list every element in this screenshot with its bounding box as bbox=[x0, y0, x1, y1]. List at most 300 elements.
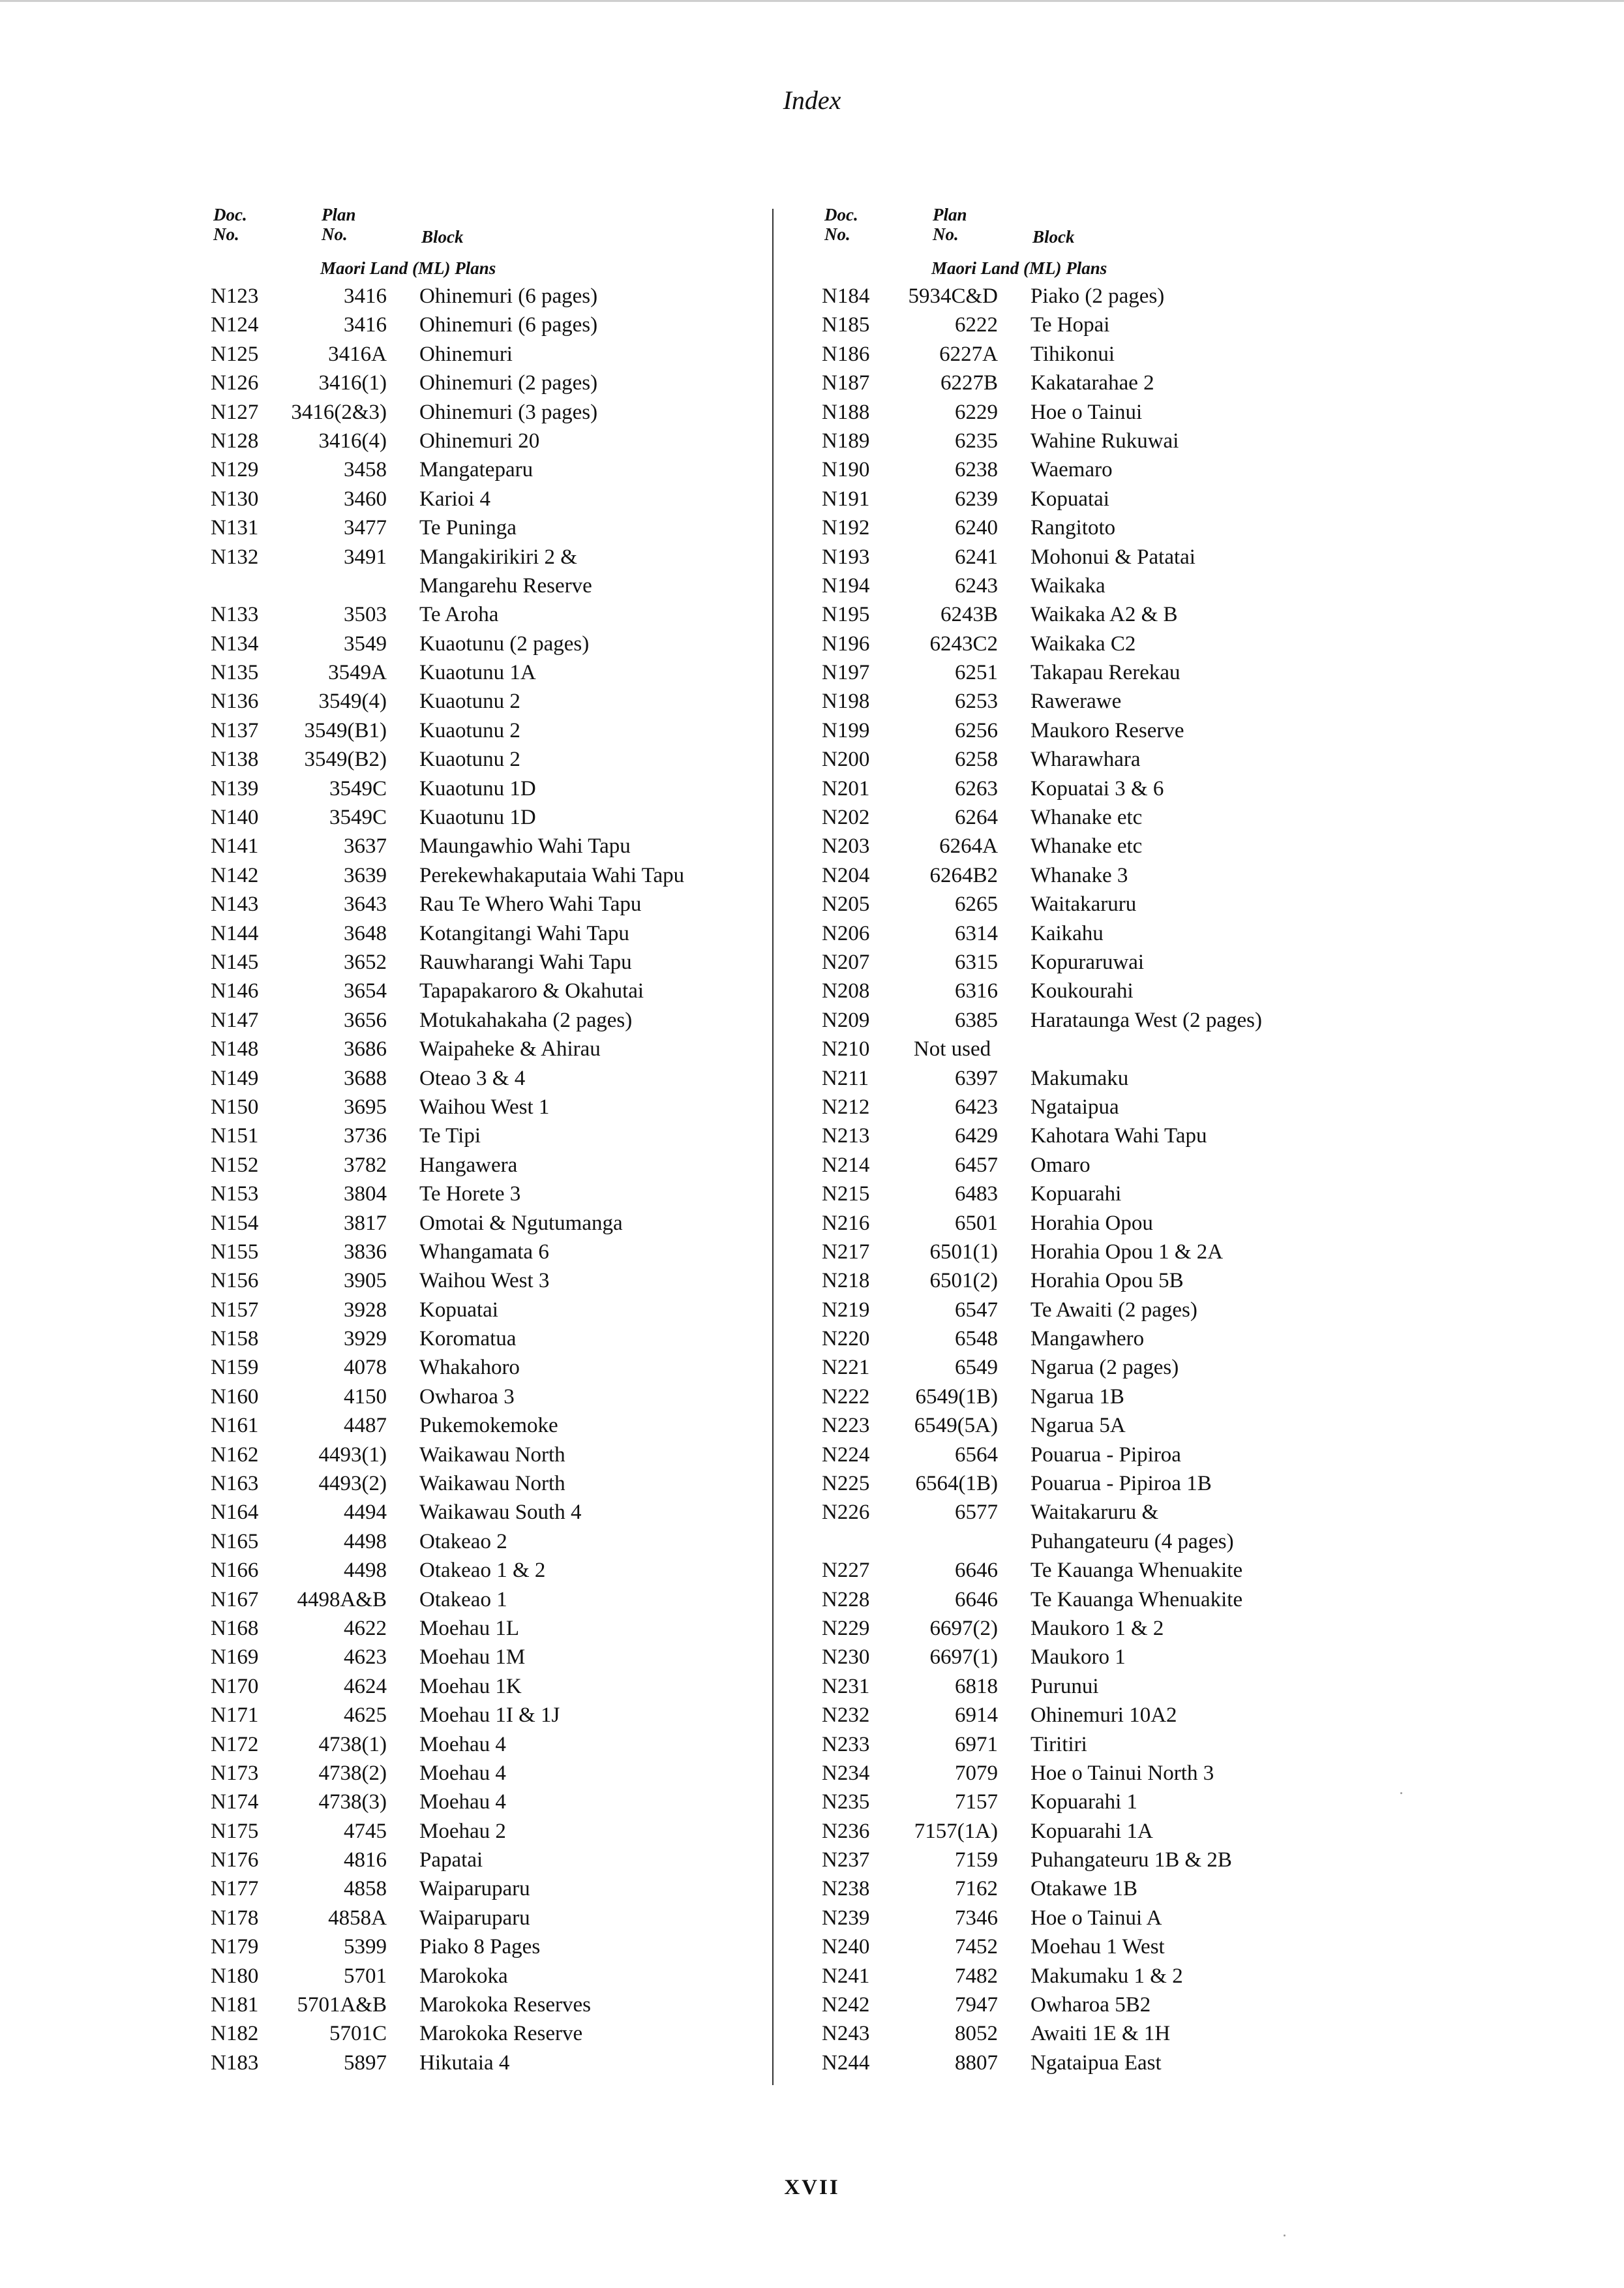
header-block-label: Block bbox=[1032, 227, 1075, 247]
doc-number: N230 bbox=[822, 1645, 870, 1670]
block-name: Moehau 2 bbox=[419, 1819, 506, 1843]
block-name: Whangamata 6 bbox=[419, 1240, 549, 1264]
block-name: Harataunga West (2 pages) bbox=[1030, 1008, 1263, 1032]
doc-number: N150 bbox=[211, 1095, 259, 1119]
plan-number: 5934C&D bbox=[908, 284, 998, 308]
doc-number: N163 bbox=[211, 1472, 259, 1496]
index-row bbox=[211, 832, 752, 861]
block-name: Kuaotunu 2 bbox=[419, 690, 520, 714]
doc-number: N159 bbox=[211, 1356, 259, 1380]
plan-number: 6227B bbox=[940, 371, 998, 395]
index-row bbox=[822, 543, 1363, 572]
plan-number: 6564(1B) bbox=[915, 1472, 998, 1496]
index-row bbox=[211, 1035, 752, 1063]
doc-number: N217 bbox=[822, 1240, 870, 1264]
doc-number: N144 bbox=[211, 921, 259, 945]
block-name: Moehau 1K bbox=[419, 1674, 522, 1698]
plan-number: 3416 bbox=[344, 284, 387, 308]
doc-number: N227 bbox=[822, 1559, 870, 1583]
page-number: XVII bbox=[784, 2176, 840, 2199]
index-row bbox=[211, 1266, 752, 1295]
index-row bbox=[211, 1817, 752, 1846]
plan-number: 6548 bbox=[955, 1327, 998, 1351]
index-row bbox=[211, 1846, 752, 1874]
plan-number: 3491 bbox=[344, 545, 387, 569]
block-name: Hoe o Tainui bbox=[1030, 400, 1143, 424]
doc-number: N181 bbox=[211, 1993, 259, 2017]
index-row bbox=[822, 948, 1363, 977]
left-column bbox=[211, 205, 752, 2077]
doc-number: N124 bbox=[211, 313, 259, 337]
plan-number: 6549(5A) bbox=[914, 1414, 998, 1438]
block-name: Omotai & Ngutumanga bbox=[419, 1211, 623, 1235]
header-plan-label: Plan bbox=[322, 205, 356, 224]
index-row bbox=[211, 1874, 752, 1903]
plan-number: 3736 bbox=[344, 1124, 387, 1148]
block-name: Rauwharangi Wahi Tapu bbox=[419, 950, 632, 974]
doc-number: N234 bbox=[822, 1761, 870, 1785]
index-row bbox=[211, 1324, 752, 1353]
index-row bbox=[822, 716, 1363, 745]
plan-number: 4624 bbox=[344, 1674, 387, 1698]
index-row bbox=[822, 1932, 1363, 1961]
doc-number: N182 bbox=[211, 2022, 259, 2046]
plan-number: 3637 bbox=[344, 834, 387, 859]
doc-number: N196 bbox=[822, 632, 870, 656]
doc-number: N237 bbox=[822, 1848, 870, 1872]
plan-number: 3416(1) bbox=[318, 371, 387, 395]
block-name: Kotangitangi Wahi Tapu bbox=[419, 921, 629, 945]
index-row bbox=[822, 1121, 1363, 1150]
plan-number: 7157 bbox=[955, 1790, 998, 1814]
block-name: Mangateparu bbox=[419, 458, 534, 482]
doc-number: N240 bbox=[822, 1935, 870, 1959]
doc-number: N226 bbox=[822, 1501, 870, 1525]
plan-number: 3652 bbox=[344, 950, 387, 974]
doc-number: N199 bbox=[822, 718, 870, 742]
index-row bbox=[822, 572, 1363, 600]
index-row bbox=[822, 1382, 1363, 1411]
doc-number: N184 bbox=[822, 284, 870, 308]
block-name: Marokoka Reserve bbox=[419, 2022, 583, 2046]
index-row bbox=[211, 716, 752, 745]
index-row bbox=[822, 600, 1363, 629]
index-row bbox=[822, 630, 1363, 658]
doc-number: N195 bbox=[822, 603, 870, 627]
index-row bbox=[211, 369, 752, 397]
block-name: Ngataipua bbox=[1030, 1095, 1119, 1119]
column-divider bbox=[772, 209, 774, 2085]
plan-number: 6697(1) bbox=[929, 1645, 998, 1670]
plan-number: 6501 bbox=[955, 1211, 998, 1235]
block-name: Omaro bbox=[1030, 1153, 1090, 1177]
plan-number: 6264A bbox=[939, 834, 998, 859]
plan-number: 6385 bbox=[955, 1008, 998, 1032]
block-name: Hikutaia 4 bbox=[419, 2051, 510, 2075]
block-name: Mangakirikiri 2 & bbox=[419, 545, 577, 569]
block-name: Kopuatai bbox=[419, 1298, 498, 1322]
block-name: Kakatarahae 2 bbox=[1030, 371, 1154, 395]
plan-number: 6483 bbox=[955, 1182, 998, 1206]
block-name: Koromatua bbox=[419, 1327, 517, 1351]
index-row bbox=[211, 1353, 752, 1382]
index-row bbox=[822, 1180, 1363, 1208]
header-plan-no-label: No. bbox=[322, 224, 348, 244]
doc-number: N175 bbox=[211, 1819, 259, 1843]
block-name: Waipaheke & Ahirau bbox=[419, 1037, 601, 1061]
plan-number: 3549(4) bbox=[318, 690, 387, 714]
block-name: Te Horete 3 bbox=[419, 1182, 521, 1206]
block-name: Otakeao 1 & 2 bbox=[419, 1559, 546, 1583]
doc-number: N130 bbox=[211, 487, 259, 511]
plan-number: 7159 bbox=[955, 1848, 998, 1872]
doc-number: N160 bbox=[211, 1384, 259, 1409]
doc-number: N154 bbox=[211, 1211, 259, 1235]
doc-number: N204 bbox=[822, 863, 870, 887]
block-name: Moehau 1I & 1J bbox=[419, 1703, 560, 1728]
block-name: Piako (2 pages) bbox=[1030, 284, 1165, 308]
plan-number: 7947 bbox=[955, 1993, 998, 2017]
doc-number: N192 bbox=[822, 516, 870, 540]
index-row bbox=[822, 1846, 1363, 1874]
index-row bbox=[211, 1614, 752, 1643]
block-name: Moehau 4 bbox=[419, 1790, 506, 1814]
index-row bbox=[822, 803, 1363, 832]
index-row bbox=[211, 630, 752, 658]
block-name: Kopuatai 3 & 6 bbox=[1030, 776, 1164, 801]
doc-number: N198 bbox=[822, 690, 870, 714]
doc-number: N215 bbox=[822, 1182, 870, 1206]
doc-number: N218 bbox=[822, 1269, 870, 1293]
doc-number: N177 bbox=[211, 1877, 259, 1901]
block-name: Whanake etc bbox=[1030, 834, 1143, 859]
index-row bbox=[822, 919, 1363, 948]
block-name: Piako 8 Pages bbox=[419, 1935, 541, 1959]
index-row bbox=[822, 1788, 1363, 1816]
index-row bbox=[211, 658, 752, 687]
header-doc-label: Doc. bbox=[824, 205, 858, 224]
doc-number: N231 bbox=[822, 1674, 870, 1698]
block-name: Waikawau South 4 bbox=[419, 1501, 582, 1525]
doc-number: N238 bbox=[822, 1877, 870, 1901]
block-name: Whanake etc bbox=[1030, 806, 1143, 830]
doc-number: N187 bbox=[822, 371, 870, 395]
plan-number: 6423 bbox=[955, 1095, 998, 1119]
block-name: Marokoka bbox=[419, 1964, 508, 1988]
index-row bbox=[211, 2049, 752, 2077]
plan-number: 4858 bbox=[344, 1877, 387, 1901]
index-row bbox=[211, 1180, 752, 1208]
plan-number: 4738(2) bbox=[318, 1761, 387, 1785]
block-name: Mangawhero bbox=[1030, 1327, 1145, 1351]
block-name: Maukoro Reserve bbox=[1030, 718, 1184, 742]
index-row bbox=[822, 282, 1363, 311]
block-name: Makumaku 1 & 2 bbox=[1030, 1964, 1183, 1988]
index-row bbox=[822, 1874, 1363, 1903]
index-row bbox=[211, 948, 752, 977]
index-row bbox=[211, 2019, 752, 2048]
index-row bbox=[211, 1932, 752, 1961]
block-name: Kaikahu bbox=[1030, 921, 1104, 945]
block-name: Hoe o Tainui North 3 bbox=[1030, 1761, 1214, 1785]
doc-number: N174 bbox=[211, 1790, 259, 1814]
index-row bbox=[822, 774, 1363, 803]
block-name: Moehau 1 West bbox=[1030, 1935, 1165, 1959]
doc-number: N223 bbox=[822, 1414, 870, 1438]
plan-number: 4487 bbox=[344, 1414, 387, 1438]
index-row bbox=[822, 1353, 1363, 1382]
block-name: Kuaotunu (2 pages) bbox=[419, 632, 590, 656]
block-name: Waikawau North bbox=[419, 1472, 565, 1496]
index-row bbox=[822, 1093, 1363, 1121]
plan-number: 6264B2 bbox=[929, 863, 998, 887]
plan-number: 4623 bbox=[344, 1645, 387, 1670]
doc-number: N140 bbox=[211, 806, 259, 830]
plan-number: 4494 bbox=[344, 1501, 387, 1525]
doc-number: N193 bbox=[822, 545, 870, 569]
index-row bbox=[822, 1730, 1363, 1759]
doc-number: N178 bbox=[211, 1906, 259, 1930]
block-name: Rangitoto bbox=[1030, 516, 1116, 540]
index-row bbox=[822, 658, 1363, 687]
index-row bbox=[822, 1817, 1363, 1846]
index-row bbox=[211, 427, 752, 455]
doc-number: N126 bbox=[211, 371, 259, 395]
doc-number: N202 bbox=[822, 806, 870, 830]
doc-number: N145 bbox=[211, 950, 259, 974]
index-rows bbox=[211, 282, 752, 2077]
block-name: Purunui bbox=[1030, 1674, 1099, 1698]
block-name: Whakahoro bbox=[419, 1356, 520, 1380]
doc-number: N131 bbox=[211, 516, 259, 540]
doc-number: N194 bbox=[822, 573, 870, 598]
plan-number: 6914 bbox=[955, 1703, 998, 1728]
block-name: Kopuarahi bbox=[1030, 1182, 1122, 1206]
block-name: Rawerawe bbox=[1030, 690, 1122, 714]
plan-number: 6240 bbox=[955, 516, 998, 540]
plan-number: 6235 bbox=[955, 429, 998, 453]
block-name: Hangawera bbox=[419, 1153, 518, 1177]
block-name: Kuaotunu 2 bbox=[419, 718, 520, 742]
plan-number: 6549(1B) bbox=[915, 1384, 998, 1409]
doc-number: N158 bbox=[211, 1327, 259, 1351]
index-row bbox=[211, 803, 752, 832]
index-row bbox=[211, 485, 752, 513]
plan-number: 3639 bbox=[344, 863, 387, 887]
plan-number: 6646 bbox=[955, 1587, 998, 1611]
doc-number: N244 bbox=[822, 2051, 870, 2075]
plan-number: 6238 bbox=[955, 458, 998, 482]
index-row bbox=[211, 1093, 752, 1121]
plan-number: 6263 bbox=[955, 776, 998, 801]
index-row bbox=[211, 1730, 752, 1759]
scan-speck bbox=[1284, 2235, 1286, 2236]
doc-number: N153 bbox=[211, 1182, 259, 1206]
column-header bbox=[822, 205, 1363, 254]
plan-number: 6397 bbox=[955, 1066, 998, 1090]
doc-number: N137 bbox=[211, 718, 259, 742]
plan-number: 5701C bbox=[329, 2022, 387, 2046]
doc-number: N123 bbox=[211, 284, 259, 308]
plan-number: 6243 bbox=[955, 573, 998, 598]
block-name: Rau Te Whero Wahi Tapu bbox=[419, 892, 642, 917]
block-name: Waikaka C2 bbox=[1030, 632, 1136, 656]
plan-number: 4858A bbox=[328, 1906, 387, 1930]
plan-number: 3416 bbox=[344, 313, 387, 337]
header-block-label: Block bbox=[421, 227, 464, 247]
doc-number: N205 bbox=[822, 892, 870, 917]
index-row bbox=[822, 1614, 1363, 1643]
doc-number: N236 bbox=[822, 1819, 870, 1843]
doc-number: N219 bbox=[822, 1298, 870, 1322]
plan-number: 3549(B2) bbox=[304, 748, 387, 772]
plan-number: 4816 bbox=[344, 1848, 387, 1872]
plan-number: 3804 bbox=[344, 1182, 387, 1206]
doc-number: N171 bbox=[211, 1703, 259, 1728]
plan-number: 3477 bbox=[344, 516, 387, 540]
plan-number: 3695 bbox=[344, 1095, 387, 1119]
block-name: Makumaku bbox=[1030, 1066, 1129, 1090]
plan-number: 3643 bbox=[344, 892, 387, 917]
plan-number: 6501(1) bbox=[929, 1240, 998, 1264]
column-header bbox=[211, 205, 752, 254]
doc-number: N142 bbox=[211, 863, 259, 887]
block-name: Waikaka bbox=[1030, 573, 1105, 598]
index-row bbox=[822, 745, 1363, 774]
block-name: Te Puninga bbox=[419, 516, 517, 540]
plan-number: 6971 bbox=[955, 1732, 998, 1756]
block-name: Horahia Opou 5B bbox=[1030, 1269, 1184, 1293]
index-row bbox=[211, 398, 752, 427]
plan-number: 4622 bbox=[344, 1616, 387, 1640]
doc-number: N127 bbox=[211, 400, 259, 424]
index-row bbox=[211, 1904, 752, 1932]
doc-number: N239 bbox=[822, 1906, 870, 1930]
index-row bbox=[211, 774, 752, 803]
block-name: Ohinemuri (2 pages) bbox=[419, 371, 598, 395]
index-row bbox=[822, 398, 1363, 427]
header-doc-no-label: No. bbox=[824, 224, 850, 244]
plan-number: 7157(1A) bbox=[914, 1819, 998, 1843]
index-row bbox=[822, 1296, 1363, 1324]
plan-number: 6577 bbox=[955, 1501, 998, 1525]
block-name: Waihou West 3 bbox=[419, 1269, 550, 1293]
index-row bbox=[822, 890, 1363, 919]
block-name: Ohinemuri 10A2 bbox=[1030, 1703, 1177, 1728]
block-name: Marokoka Reserves bbox=[419, 1993, 592, 2017]
doc-number: N232 bbox=[822, 1703, 870, 1728]
index-row bbox=[211, 311, 752, 339]
doc-number: N224 bbox=[822, 1442, 870, 1467]
doc-number: N206 bbox=[822, 921, 870, 945]
doc-number: N189 bbox=[822, 429, 870, 453]
index-row bbox=[822, 1904, 1363, 1932]
plan-number: 6697(2) bbox=[929, 1616, 998, 1640]
index-row bbox=[822, 1238, 1363, 1266]
block-name: Puhangateuru (4 pages) bbox=[1030, 1529, 1234, 1553]
plan-number: 4150 bbox=[344, 1384, 387, 1409]
doc-number: N197 bbox=[822, 661, 870, 685]
block-name: Waitakaruru bbox=[1030, 892, 1137, 917]
block-name: Te Awaiti (2 pages) bbox=[1030, 1298, 1197, 1322]
block-name: Motukahakaha (2 pages) bbox=[419, 1008, 633, 1032]
block-name: Tihikonui bbox=[1030, 342, 1115, 366]
doc-number: N211 bbox=[822, 1066, 869, 1090]
plan-number: 6457 bbox=[955, 1153, 998, 1177]
block-name: Waikaka A2 & B bbox=[1030, 603, 1178, 627]
index-row bbox=[822, 861, 1363, 890]
doc-number: N201 bbox=[822, 776, 870, 801]
plan-number: 3654 bbox=[344, 979, 387, 1003]
plan-number: 5701 bbox=[344, 1964, 387, 1988]
plan-number: 6429 bbox=[955, 1124, 998, 1148]
index-row bbox=[211, 1556, 752, 1585]
plan-number: 6229 bbox=[955, 400, 998, 424]
block-name: Waikawau North bbox=[419, 1442, 565, 1467]
block-name: Kuaotunu 1D bbox=[419, 806, 536, 830]
block-name: Te Kauanga Whenuakite bbox=[1030, 1559, 1243, 1583]
block-name: Te Kauanga Whenuakite bbox=[1030, 1587, 1243, 1611]
index-row bbox=[211, 1238, 752, 1266]
index-row bbox=[211, 282, 752, 311]
plan-number: 3549(B1) bbox=[304, 718, 387, 742]
block-name: Kuaotunu 2 bbox=[419, 748, 520, 772]
index-row bbox=[822, 1035, 1363, 1063]
plan-number: 6251 bbox=[955, 661, 998, 685]
block-name: Mohonui & Patatai bbox=[1030, 545, 1195, 569]
doc-number: N135 bbox=[211, 661, 259, 685]
index-row bbox=[822, 1991, 1363, 2019]
doc-number: N222 bbox=[822, 1384, 870, 1409]
index-row bbox=[211, 1121, 752, 1150]
plan-number: 6501(2) bbox=[929, 1269, 998, 1293]
doc-number: N148 bbox=[211, 1037, 259, 1061]
plan-number: 8052 bbox=[955, 2022, 998, 2046]
index-row bbox=[822, 513, 1363, 542]
plan-number: 6315 bbox=[955, 950, 998, 974]
index-row bbox=[822, 455, 1363, 484]
index-row bbox=[822, 1498, 1363, 1527]
plan-number: 3928 bbox=[344, 1298, 387, 1322]
index-row bbox=[211, 1527, 752, 1556]
index-row bbox=[211, 1469, 752, 1498]
doc-number: N185 bbox=[822, 313, 870, 337]
index-row bbox=[822, 1585, 1363, 1614]
index-row bbox=[211, 1151, 752, 1180]
block-name: Oteao 3 & 4 bbox=[419, 1066, 526, 1090]
plan-number: 4498 bbox=[344, 1559, 387, 1583]
index-row bbox=[822, 1527, 1363, 1556]
plan-number: 5897 bbox=[344, 2051, 387, 2075]
block-name: Kopuarahi 1 bbox=[1030, 1790, 1138, 1814]
plan-number: 3416A bbox=[328, 342, 387, 366]
doc-number: N149 bbox=[211, 1066, 259, 1090]
block-name: Otakeao 2 bbox=[419, 1529, 507, 1553]
plan-number: 3905 bbox=[344, 1269, 387, 1293]
index-row bbox=[211, 1991, 752, 2019]
plan-number: 4493(2) bbox=[318, 1472, 387, 1496]
plan-number: 4078 bbox=[344, 1356, 387, 1380]
doc-number: N200 bbox=[822, 748, 870, 772]
doc-number: N243 bbox=[822, 2022, 870, 2046]
index-row bbox=[822, 1266, 1363, 1295]
scan-speck bbox=[1400, 1792, 1402, 1794]
block-name: Ngarua (2 pages) bbox=[1030, 1356, 1179, 1380]
doc-number: N125 bbox=[211, 342, 259, 366]
index-row bbox=[822, 340, 1363, 369]
doc-number: N168 bbox=[211, 1616, 259, 1640]
index-row bbox=[822, 1411, 1363, 1440]
